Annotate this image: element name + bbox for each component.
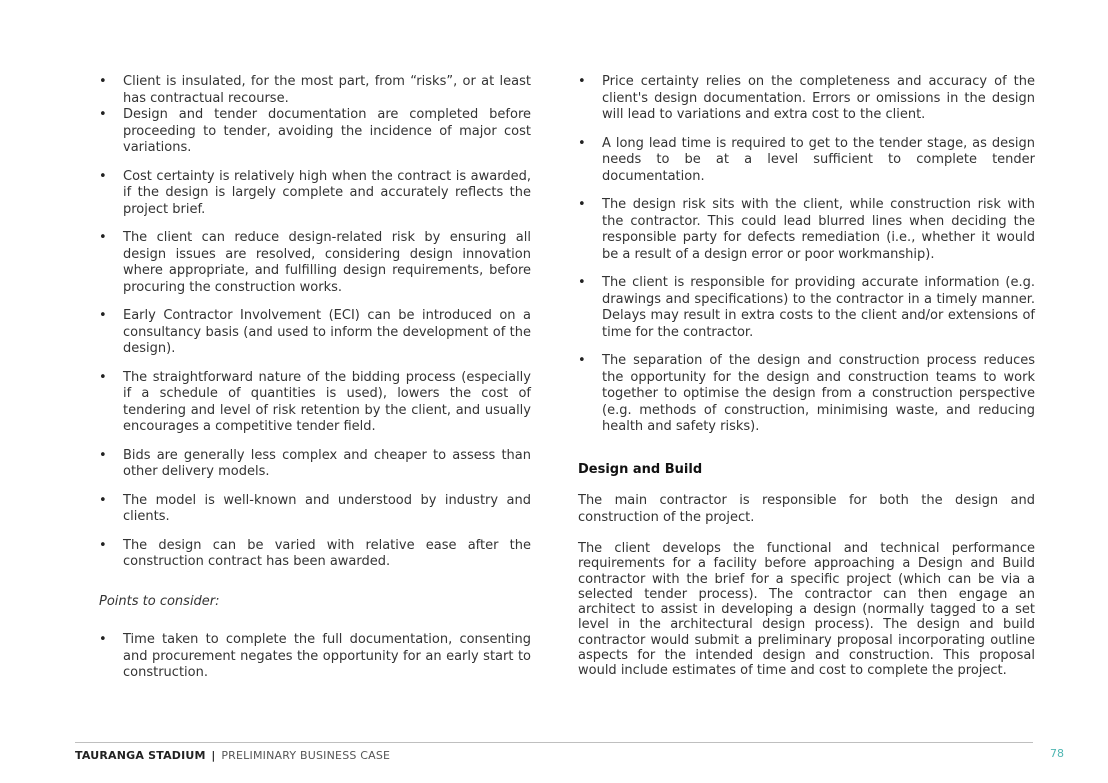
list-item: • Time taken to complete the full documentation, consenting and procurement negates the opportunity for an early start to construction. (99, 632, 531, 682)
list-item: • Early Contractor Involvement (ECI) can be introduced on a consultancy basis (and used to inform the development of the design). (99, 308, 531, 358)
considerations-list (578, 74, 1035, 436)
design-and-build-heading: Design and Build (578, 461, 703, 477)
list-item: • The model is well-known and understood by industry and clients. (99, 493, 531, 526)
points-to-consider-heading: Points to consider: (99, 593, 220, 609)
left-column (99, 74, 531, 682)
page-number: 78 (1050, 747, 1064, 760)
list-item: • The design risk sits with the client, while construction risk with the contractor. This could lead blurred lines when deciding the responsible party for defects remediation (i.e., whether it would be a result of a design error or poor workmanship). (578, 197, 1035, 263)
list-item: • The separation of the design and construction process reduces the opportunity for the design and construction teams to work together to optimise the design from a construction perspective (e.g. methods of construction, minimising waste, and reducing health and safety risks). (578, 353, 1035, 436)
right-column (578, 74, 1035, 679)
list-item: • The design can be varied with relative ease after the construction contract has been awarded. (99, 538, 531, 571)
list-item: • Bids are generally less complex and cheaper to assess than other delivery models. (99, 448, 531, 481)
advantages-list (99, 74, 531, 571)
list-item: • Cost certainty is relatively high when the contract is awarded, if the design is largely complete and accurately reflects the project brief. (99, 169, 531, 219)
footer-title (75, 749, 390, 762)
paragraph: The client develops the functional and technical performance requirements for a facility before approaching a Design and Build contractor with the brief for a specific project (which can be via a selected tender process). The contractor can then engage an architect to assist in developing a design (normally tagged to a set level in the architectural design process). The design and build contractor would submit a preliminary proposal incorporating outline aspects for the intended design and construction. This proposal would include estimates of time and cost to complete the project. (578, 541, 1035, 679)
list-item: • The client can reduce design-related risk by ensuring all design issues are resolved, considering design innovation where appropriate, and fulfilling design requirements, before procuring the construction works. (99, 230, 531, 296)
points-list (99, 632, 531, 682)
list-item: • Price certainty relies on the completeness and accuracy of the client's design documentation. Errors or omissions in the design will lead to variations and extra cost to the client. (578, 74, 1035, 124)
footer-project: TAURANGA STADIUM (75, 749, 206, 762)
footer-document: PRELIMINARY BUSINESS CASE (221, 749, 391, 762)
list-item: • A long lead time is required to get to the tender stage, as design needs to be at a level sufficient to complete tender documentation. (578, 136, 1035, 186)
list-item: • Design and tender documentation are completed before proceeding to tender, avoiding the incidence of major cost variations. (99, 107, 531, 157)
paragraph: The main contractor is responsible for both the design and construction of the project. (578, 493, 1035, 525)
list-item: • The straightforward nature of the bidding process (especially if a schedule of quantities is used), lowers the cost of tendering and level of risk retention by the client, and usually encourages a competitive tender field. (99, 370, 531, 436)
list-item: • Client is insulated, for the most part, from “risks”, or at least has contractual recourse. (99, 74, 531, 107)
footer-divider (75, 742, 1033, 743)
list-item: • The client is responsible for providing accurate information (e.g. drawings and specifications) to the contractor in a timely manner. Delays may result in extra costs to the client and/or extensions of time for the contractor. (578, 275, 1035, 341)
footer-separator: | (211, 749, 216, 762)
